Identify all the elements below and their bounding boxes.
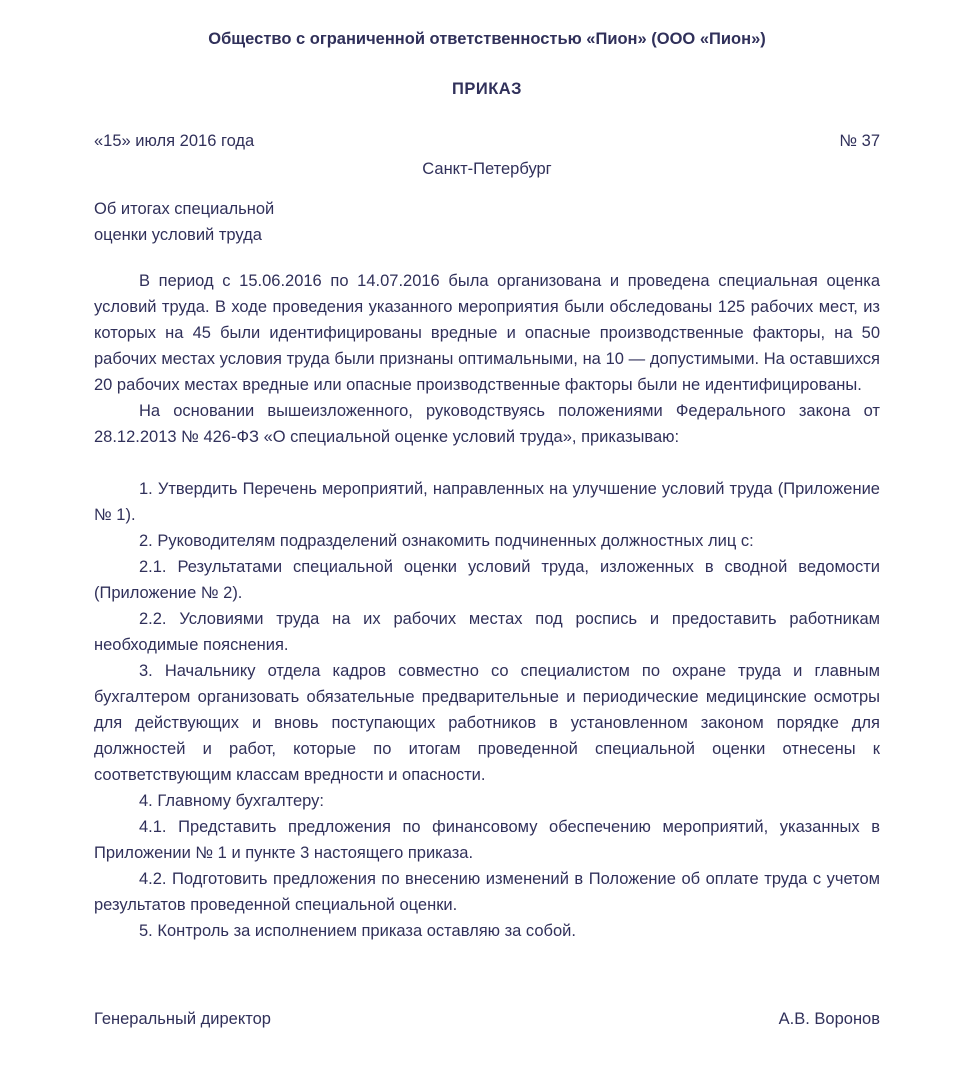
order-item-3: 3. Начальнику отдела кадров совместно со специалистом по охране труда и главным бухгалтером организовать обязательные предварительные и периодические медицинские осмотры для действующих и вновь поступающих работников в установленном законом порядке для должностей и работ, которые по итогам проведенной специальной оценки отнесены к соответствующим классам вредности и опасности. <box>94 662 880 784</box>
document-city: Санкт-Петербург <box>422 160 552 178</box>
document-body <box>94 268 880 944</box>
subject-line-2: оценки условий труда <box>94 226 262 244</box>
order-items-list <box>94 476 880 944</box>
intro-paragraph-2: На основании вышеизложенного, руководствуясь положениями Федерального закона от 28.12.2013 № 426-ФЗ «О специальной оценке условий труда», приказываю: <box>94 402 880 446</box>
document-number: № 37 <box>839 132 880 150</box>
document-type-title: ПРИКАЗ <box>451 80 523 98</box>
order-item-2-2: 2.2. Условиями труда на их рабочих местах под роспись и предоставить работникам необходимые пояснения. <box>94 610 880 654</box>
date-number-row <box>94 128 880 154</box>
signature-row <box>94 1006 880 1032</box>
order-item-4: 4. Главному бухгалтеру: <box>139 792 324 810</box>
order-item-4-2: 4.2. Подготовить предложения по внесению изменений в Положение об оплате труда с учетом результатов проведенной специальной оценки. <box>94 870 880 914</box>
order-item-2: 2. Руководителям подразделений ознакомить подчиненных должностных лиц с: <box>139 532 754 550</box>
order-item-1: 1. Утвердить Перечень мероприятий, направленных на улучшение условий труда (Приложение № 1). <box>94 480 880 524</box>
signature-position: Генеральный директор <box>94 1010 271 1028</box>
intro-paragraph-1: В период с 15.06.2016 по 14.07.2016 была организована и проведена специальная оценка условий труда. В ходе проведения указанного мероприятия были обследованы 125 рабочих мест, из которых на 45 были идентифицированы вредные и опасные производственные факторы, на 50 рабочих местах условия труда были признаны оптимальными, на 10 — допустимыми. На оставшихся 20 рабочих местах вредные или опасные производственные факторы были не идентифицированы. <box>94 272 880 394</box>
organization-name: Общество с ограниченной ответственностью «Пион» (ООО «Пион») <box>208 30 766 48</box>
subject-line-1: Об итогах специальной <box>94 200 275 218</box>
document-subject <box>94 196 880 248</box>
order-item-2-1: 2.1. Результатами специальной оценки условий труда, изложенных в сводной ведомости (Приложение № 2). <box>94 558 880 602</box>
document-date: «15» июля 2016 года <box>94 132 255 150</box>
order-item-4-1: 4.1. Представить предложения по финансовому обеспечению мероприятий, указанных в Приложении № 1 и пункте 3 настоящего приказа. <box>94 818 880 862</box>
signature-name: А.В. Воронов <box>778 1010 880 1028</box>
order-item-5: 5. Контроль за исполнением приказа оставляю за собой. <box>139 922 576 940</box>
